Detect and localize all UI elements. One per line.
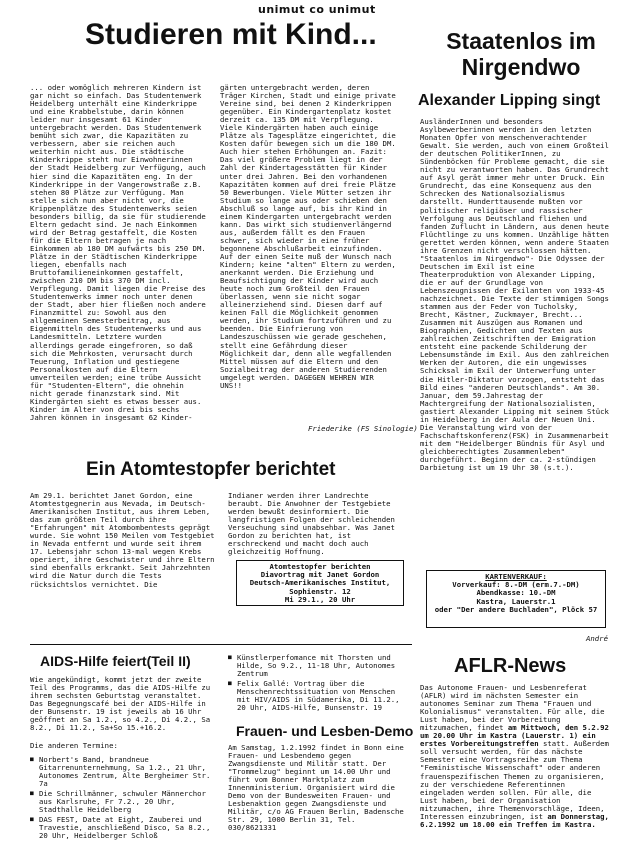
ticket-box-line: Kastra, Lauerstr.1: [476, 596, 556, 606]
studieren-signature: Friederike (FS Sinologie): [308, 424, 418, 433]
atom-col2: Indianer werden ihrer Landrechte beraubt. Die Anwohner der Testgebiete werden bewußt desinformiert. Die langfristigen Folgen der schleichenden Verseuchung sind unabsehbar. Was Janet Gordon zu berichten hat, ist erschreckend und macht doch auch gleichzeitig Hoffnung.: [228, 492, 395, 556]
aids-event-item: ■ Künstlerperfomance mit Thorsten und Hilde, So 9.2., 11-18 Uhr, Autonomes Zentrum: [228, 654, 408, 678]
aids-event-item: ■ Die Schrillmänner, schwuler Männerchor aus Karlsruhe, Fr 7.2., 20 Uhr, Stadthalle Heidelberg: [30, 790, 216, 814]
atom-col1: Am 29.1. berichtet Janet Gordon, eine Atomtestgegnerin aus Nevada, im Deutsch-Amerikanischen Institut, aus ihrem Leben, das zum größten Teil durch ihre "Erfahrungen" mit Atombombentests geprägt wurde. Sie wohnt 150 Meilen vom Testgebiet in Nevada entfernt und wurde seit ihrem 17. Lebensjahr schon 13-mal wegen Krebs operiert, ihre Geschwister und ihre Eltern sind ebenfalls erkrankt. Seit Jahrzehnten wird die Natur durch die Tests rücksichtslos vernichtet. Die: [30, 492, 215, 589]
masthead: unimut co unimut: [258, 3, 376, 16]
aids-intro: Wie angekündigt, kommt jetzt der zweite Teil des Programms, das die AIDS-Hilfe zu ihrem sechsten Geburtstag veranstaltet. Das Begegnungscafé bei der AIDS-Hilfe in der Bunsenstr. 19 ist jeweils ab 16 Uhr geöffnet an Sa 1.2., so 4.2., Di 4.2., Sa 8.2., Di 11.2., Sa+So 15.+16.2.: [30, 676, 211, 733]
ticket-box-line: oder "Der andere Buchladen", Plöck 57: [434, 604, 598, 614]
aflr-text: Das Autonome Frauen- und Lesbenreferat (AFLR) wird im nächsten Semester ein autonomes Seminar zum Thema "Frauen und Kolonialismus" veranstalten. Für alle, die Lust haben, bei der Vorbereitung mitzumachen, findet: [420, 684, 605, 733]
divider: [30, 644, 412, 645]
staatenlos-title-1: Staatenlos im: [446, 28, 596, 54]
atom-title: Ein Atomtestopfer berichtet: [86, 459, 336, 480]
atom-event-box: [236, 560, 404, 606]
aids-list-left: [30, 756, 216, 856]
aids-title: AIDS-Hilfe feiert(Teil II): [40, 653, 191, 669]
aids-event-item: ■ DAS FEST, Date at Eight, Zauberei und Travestie, anschließend Disco, Sa 8.2., 20 Uhr, Heidelberger Schloß: [30, 816, 216, 840]
ticket-box-line: Vorverkauf: 8.-DM (erm.7.-DM) Abendkasse: 10.-DM: [452, 580, 580, 598]
ticket-box-line: KARTENVERKAUF:: [485, 572, 547, 581]
event-box-line: Deutsch-Amerikanisches Institut, Sophienstr. 12: [249, 578, 391, 596]
event-box-line: Diavortrag mit Janet Gordon: [260, 570, 380, 580]
aids-event-item: ■ Norbert's Band, brandneue Gitarrenunternehmung, Sa 1.2., 21 Uhr, Autonomes Zentrum, Alte Bergheimer Str. 7a: [30, 756, 216, 788]
frauen-body: Am Samstag, 1.2.1992 findet in Bonn eine Frauen- und Lesbendemo gegen Zwangsdienste und Militär statt. Der "Trommelzug" beginnt um 14.00 Uhr und führt vom Bonner Marktplatz zum Innenministerium. Organisiert wird die Demo von der Bundesweiten Frauen- und Lesbenaktion gegen Zwangsdienste und Militär, c/o AG Frauen Berlin, Badensche Str. 29, 1000 Berlin 31, Tel. 030/8621331: [228, 744, 404, 833]
event-box-line: Mi 29.1., 20 Uhr: [284, 594, 356, 604]
frauen-title: Frauen- und Lesben-Demo: [236, 723, 414, 739]
studieren-col1: ... oder womöglich mehreren Kindern ist gar nicht so einfach. Das Studentenwerk Heidelberg unterhält eine Kinderkrippe und eine Krabbelstube, darin können leider nur insgesamt 61 Kinder untergebracht werden. Das Studentenwerk bemüht sich zwar, die Kapazitäten zu verbessern, aber sie reichen auch weiterhin nicht aus. Die städtische Kinderkrippe steht nur Einwohnerinnen der Stadt Heidelberg zur Verfügung, auch hier sind die Kapazitäten eng. In der Kinderkrippe in der Vangerowstraße z.B. stehen 80 Plätze zur Verfügung. Man stelle sich nun aber nicht vor, die Krippenplätze des Studentenwerks seien besonders billig, da sie für studierende Eltern gedacht sind. Je nach Einkommen wird der Betrag gestaffelt, die Kosten für die Eltern betragen je nach Einkommen ab 180 DM aufwärts bis 250 DM. Plätze in der Städtischen Kinderkrippe liegen, ebenfalls nach Bruttofamilieneinkommen gestaffelt, zwischen 210 DM bis 370 DM incl. Verpflegung. Damit liegen die Preise des Studentenwerks immer noch unter denen der Stadt, aber hier fließen noch andere Finanzmittel zu: Sowohl aus den allgemeinen Semesterbeitrag, aus Eigenmitteln des Studentenwerks und aus Landesmitteln. Letztere wurden allerdings gerade eingefroren, so daß sich die Mehrkosten, verursacht durch Teuerung, Inflation und gestiegene Personalkosten auf die Eltern umverteilen werden; eine trübe Aussicht für "Studenten-Eltern", die ohnehin nicht gerade finanzstark sind. Mit Kindergärten sieht es etwas besser aus. Kinder im Alter von drei bis sechs Jahren können in insgesamt 62 Kinder-: [30, 84, 206, 422]
aflr-title: AFLR-News: [454, 655, 567, 677]
aflr-text-bold: am Mittwoch, den 5.2.92 um 20.00 Uhr im Kastra (Lauerstr. 1) ein erstes Vorbereitungstreffen: [420, 723, 609, 749]
aflr-text: statt. Außerdem soll versucht werden, für das nächste Semester eine Vortragsreihe zum Thema "Feministische Wissenschaft" oder anderen frauenspezifischen Themen zu organisieren, zu der verschiedene Referentinnen eingeladen werden sollen. Für alle, die Lust haben, bei der Organisation mitzumachen, ihre Themenvorschläge, Ideen, Interessen einzubringen, ist: [420, 739, 609, 821]
event-box-line: Atomtestopfer berichten: [269, 562, 371, 571]
aids-list-right: [228, 654, 408, 714]
aflr-text-bold: am Donnerstag, 6.2.1992 um 18.00 ein Treffen im Kastra.: [420, 811, 609, 829]
staatenlos-ticket-box: [426, 570, 606, 628]
staatenlos-subtitle: Alexander Lipping singt: [418, 92, 601, 109]
studieren-col2: gärten untergebracht werden, deren Träger Kirchen, Stadt und einige private Vereine sind, bei denen 2 Kinderkrippen gegenüber. Ein Kindergartenplatz kostet derzeit ca. 135 DM mit Verpflegung. Viele Kindergärten haben auch einige Plätze als Tagesplätze eingerichtet, die Kosten dafür bewegen sich um die 180 DM. Auch hier stehen Erhöhungen an. Fazit: Das viel größere Problem liegt in der Zahl der Kindertagesstätten für Kinder unter drei Jahren. Bei den vorhandenen Kapazitäten kommen auf drei freie Plätze 50 Bewerbungen. Viele Mütter setzen ihr Studium so lange aus oder schieben den Abschluß so lange auf, bis ihr Kind in einem Kindergarten untergebracht werden kann. Das wirkt sich studienverlängernd aus, außerdem fällt es den Frauen schwer, sich wieder in eine früher begonnene Abschlußarbeit einzufinden. Auf der einen Seite muß der Wunsch nach Kindern; keine "alten" Eltern zu werden, anerkannt werden. Die Erziehung und Beaufsichtigung der Kinder wird auch heute noch zum Großteil den Frauen überlassen, wenn sie nicht sogar alleinerziehend sind. Diesen darf auf keinen Fall die Möglichkeit genommen werden, ihr Studium fortzuführen und zu beenden. Die Einfrierung von Landeszuschüssen wie gerade geschehen, stellt eine Gefährdung dieser Möglichkeit dar, denn alle wegfallenden Mittel müssen auf die Eltern und den Sozialbeitrag der anderen Studierenden umgelegt werden. DAGEGEN WEHREN WIR UNS!!: [220, 84, 396, 390]
studieren-title: Studieren mit Kind...: [85, 18, 377, 51]
aids-list-head: Die anderen Termine:: [30, 742, 118, 750]
aids-event-item: ■ Felix Gallé: Vortrag über die Menschenrechtssituation von Menschen mit HIV/AIDS in Südamerika, Di 11.2., 20 Uhr, AIDS-Hilfe, Bunsenstr. 19: [228, 680, 408, 712]
staatenlos-title-2: Nirgendwo: [461, 54, 581, 80]
staatenlos-signature: André: [586, 634, 608, 643]
staatenlos-body: AusländerInnen und besonders Asylbewerberinnen werden in den letzten Monaten Opfer von menschenverachtender Gewalt. Sie werden, auch von einem Großteil der deutschen PolitikerInnen, zu Sündenböcken für Probleme gemacht, die sie nicht zu verantworten haben. Das Grundrecht auf Asyl gerät immer mehr unter Druck. Ein Grundrecht, das eine Konsequenz aus den Schrecken des Nationalsozialismus darstellt. Hunderttausende mußten vor politischer religiöser und rassischer Verfolgung aus Deutschland fliehen und fanden Zuflucht in Ländern, aus denen heute Flüchtlinge zu uns kommen. Unzählige hätten gerettet werden können, wenn andere Staaten ihre Grenzen nicht verschlossen hätten. "Staatenlos im Nirgendwo"- Die Odyssee der Deutschen im Exil ist eine Theaterproduktion von Alexander Lipping, die er auf der Grundlage von Lebenszeugnissen der Exilanten von 1933-45 nachzeichnet. Die Texte der stimmigen Songs stammen aus der Feder von Tucholsky, Brecht, Kästner, Zuckmayer, Brecht... Zusammen mit Auszügen aus Romanen und Biographien, Gedichten und Texten aus zahlreichen Zeitschriften der Emigration entsteht eine packende Schilderung der Lebensumstände im Exil. Aus den zahlreichen Werken der Autoren, die ein ungewisses Schicksal im Exil der Unterwerfung unter die Hitler-Diktatur vorzogen, entsteht das Bild eines "anderen Deutschlands". Am 30. Januar, dem 59.Jahrestag der Machtergreifung der Nationalsozialisten, gastiert Alexander Lipping mit seinem Stück in Heidelberg in der Aula der Neuen Uni. Die Veranstaltung wird von der Fachschaftskonferenz(FSK) in Zusammenarbeit mit dem "Heidelberger Bündnis für Asyl und gleichberechtigtes Zusammenleben" durchgeführt. Beginn der ca. 2-stündigen Darbietung ist um 19 Uhr 30 (s.t.).: [420, 118, 609, 473]
aflr-body: [420, 684, 610, 854]
